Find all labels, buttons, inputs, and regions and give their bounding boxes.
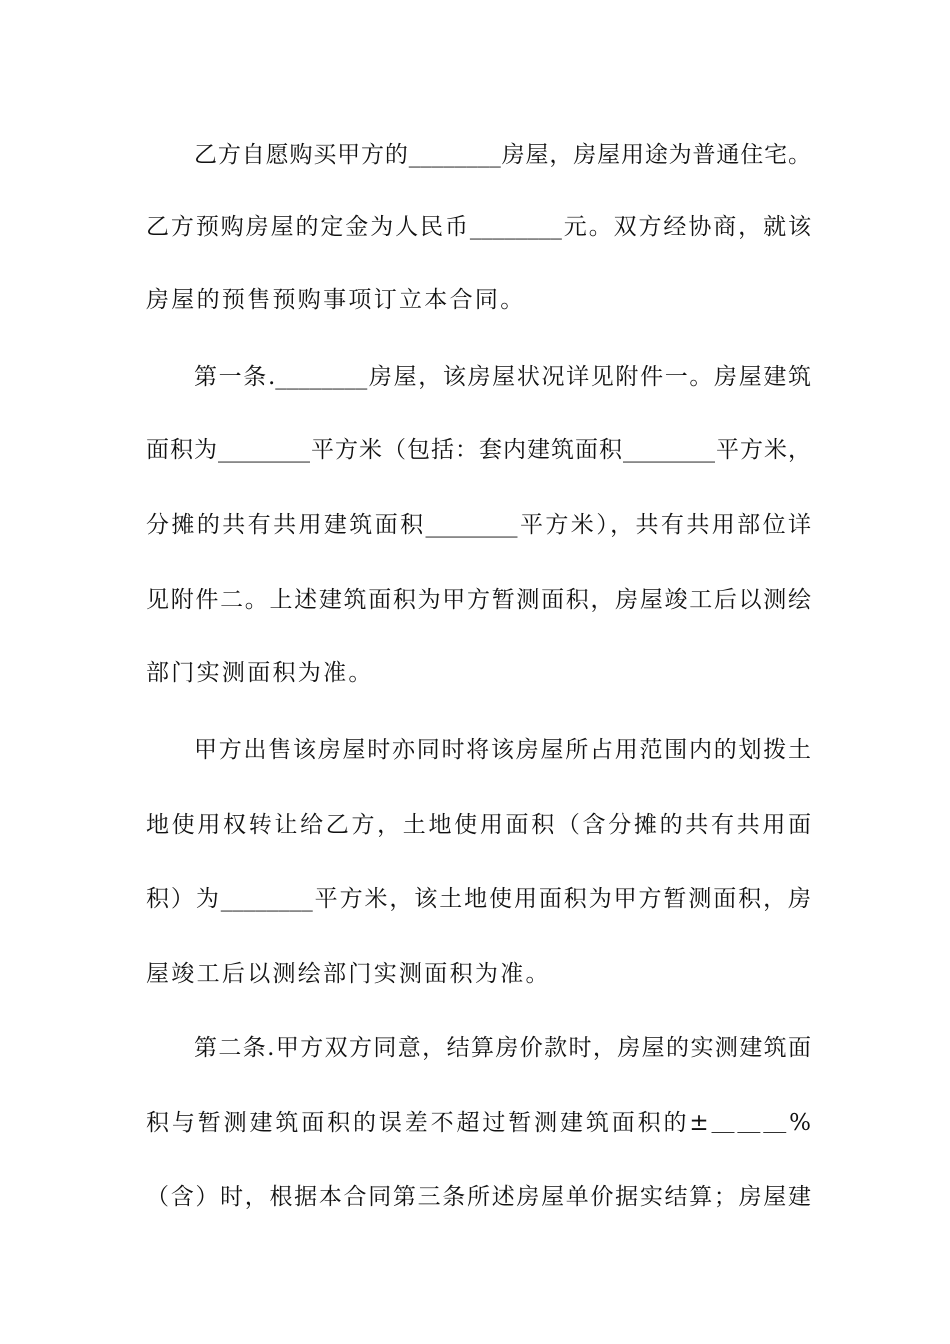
- text-line: 分摊的共有共用建筑面积________平方米），共有共用部位详: [146, 512, 811, 538]
- text-line: 见附件二。上述建筑面积为甲方暂测面积，房屋竣工后以测绘: [146, 587, 811, 613]
- text-line: （含）时，根据本合同第三条所述房屋单价据实结算；房屋建: [146, 1184, 811, 1210]
- text-line: 甲方出售该房屋时亦同时将该房屋所占用范围内的划拨土: [194, 737, 811, 763]
- text-line: 积与暂测建筑面积的误差不超过暂测建筑面积的±＿＿＿%: [146, 1110, 811, 1136]
- text-line: 积）为________平方米，该土地使用面积为甲方暂测面积，房: [146, 886, 811, 912]
- text-line: 第一条.________房屋，该房屋状况详见附件一。房屋建筑: [194, 364, 811, 390]
- text-line: 屋竣工后以测绘部门实测面积为准。: [146, 961, 551, 987]
- text-line: 面积为________平方米（包括：套内建筑面积________平方米，: [146, 437, 811, 463]
- text-line: 地使用权转让给乙方，土地使用面积（含分摊的共有共用面: [146, 812, 811, 838]
- text-line: 乙方预购房屋的定金为人民币________元。双方经协商，就该: [146, 214, 811, 240]
- text-line: 部门实测面积为准。: [146, 660, 374, 686]
- text-line: 第二条.甲方双方同意，结算房价款时，房屋的实测建筑面: [194, 1035, 811, 1061]
- text-line: 乙方自愿购买甲方的________房屋，房屋用途为普通住宅。: [194, 142, 811, 168]
- text-line: 房屋的预售预购事项订立本合同。: [146, 287, 526, 313]
